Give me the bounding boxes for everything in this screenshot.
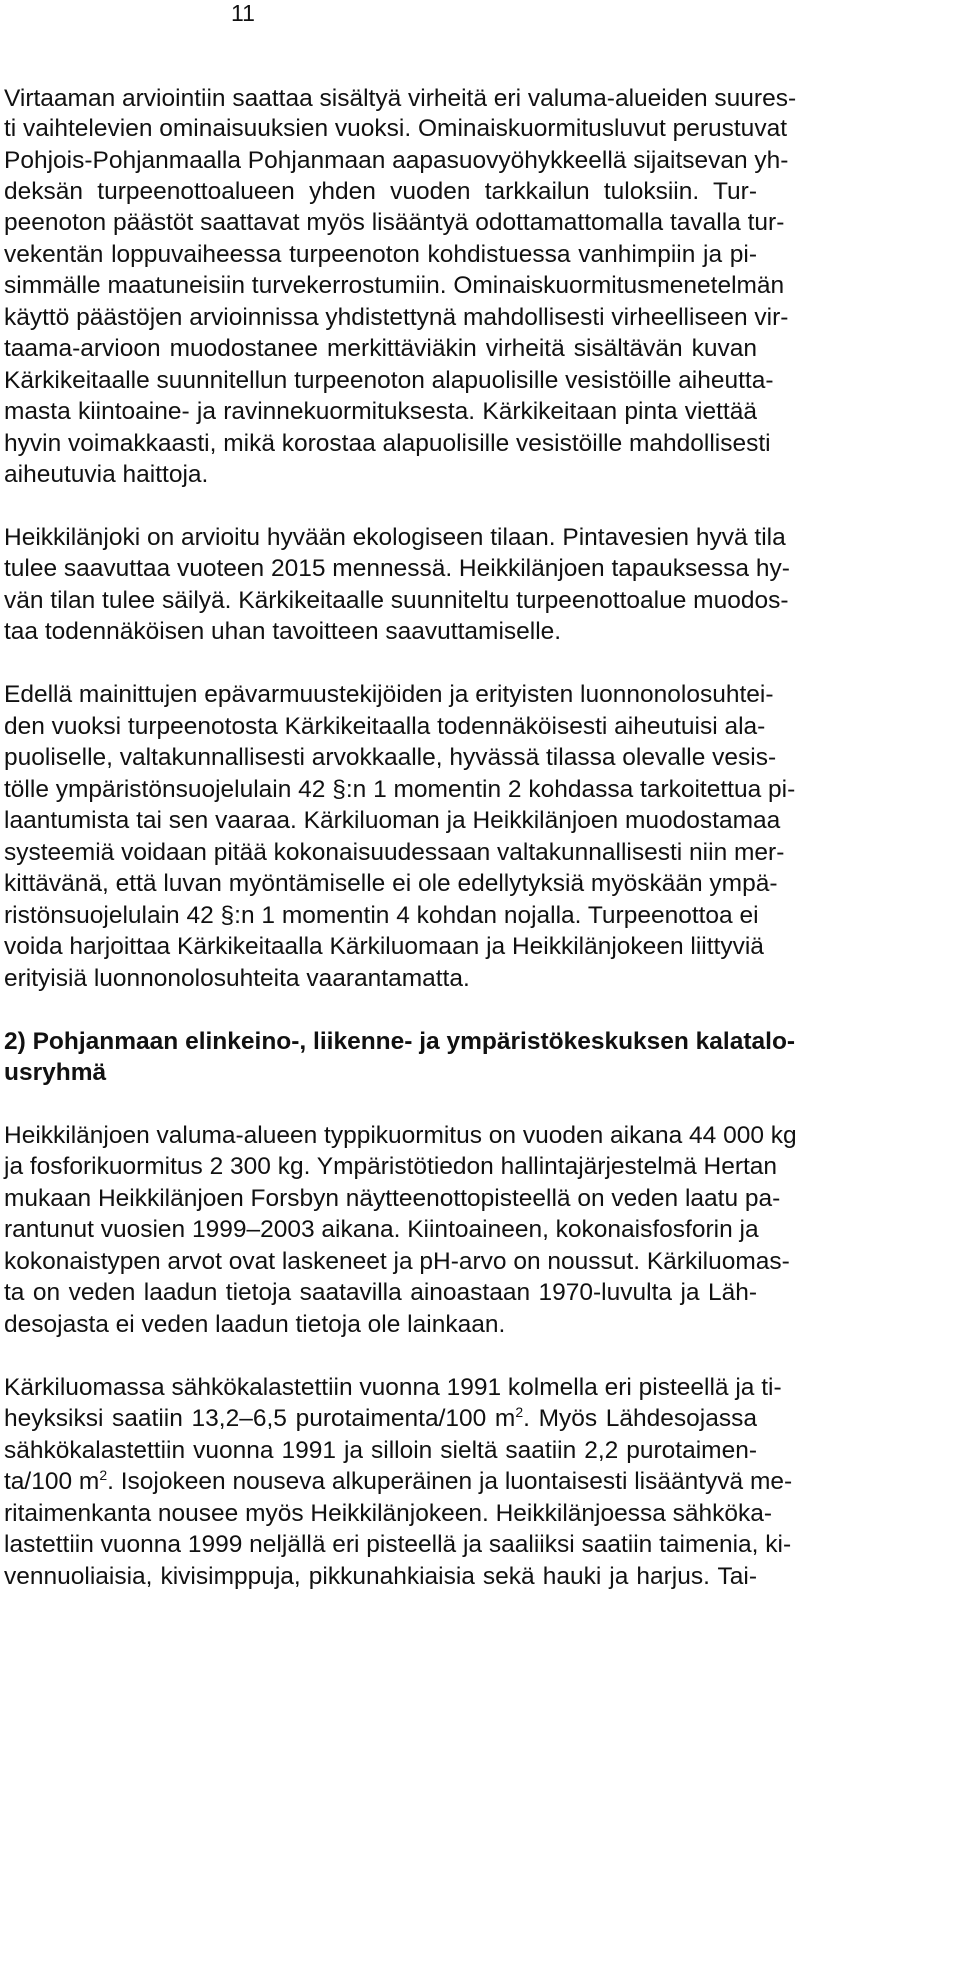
text-line: Heikkilänjoen valuma-alueen typpikuormitus on vuoden aikana 44 000 kg <box>4 1122 797 1149</box>
text-line: ristönsuojelulain 42 §:n 1 momentin 4 kohdan nojalla. Turpeenottoa ei <box>4 902 759 929</box>
text-line: taa todennäköisen uhan tavoitteen saavuttamiselle. <box>4 618 562 645</box>
text-line <box>4 1467 793 1497</box>
text-line: rantunut vuosien 1999–2003 aikana. Kiintoaineen, kokonaisfosforin ja <box>4 1216 759 1243</box>
text-line: vän tilan tulee säilyä. Kärkikeitaalle suunniteltu turpeenottoalue muodos- <box>4 587 789 614</box>
heading-line: 2) Pohjanmaan elinkeino-, liikenne- ja ympäristökeskuksen kalatalo- <box>4 1028 796 1055</box>
text-segment: . Isojokeen nouseva alkuperäinen ja luontaisesti lisääntyvä me- <box>107 1468 793 1495</box>
text-segment: heyksiksi saatiin 13,2–6,5 purotaimenta/100 m <box>4 1405 516 1432</box>
text-line: lastettiin vuonna 1999 neljällä eri pisteellä ja saaliiksi saatiin taimenia, ki- <box>4 1531 792 1558</box>
text-line: systeemiä voidaan pitää kokonaisuudessaan valtakunnallisesti niin mer- <box>4 839 785 866</box>
text-line: hyvin voimakkaasti, mikä korostaa alapuolisille vesistöille mahdollisesti <box>4 430 771 457</box>
text-line: tulee saavuttaa vuoteen 2015 mennessä. Heikkilänjoen tapauksessa hy- <box>4 555 790 582</box>
text-line: vennuoliaisia, kivisimppuja, pikkunahkiaisia sekä hauki ja harjus. Tai- <box>4 1563 757 1590</box>
text-line: deksän turpeenottoalueen yhden vuoden tarkkailun tuloksiin. Tur- <box>4 178 757 205</box>
text-line: Kärkikeitaalle suunnitellun turpeenoton alapuolisille vesistöille aiheutta- <box>4 367 774 394</box>
text-line: simmälle maatuneisiin turvekerrostumiin. Ominaiskuormitusmenetelmän <box>4 272 785 299</box>
text-line: vekentän loppuvaiheessa turpeenoton kohdistuessa vanhimpiin ja pi- <box>4 241 757 268</box>
text-segment: . Myös Lähdesojassa <box>523 1405 757 1432</box>
text-line: tölle ympäristönsuojelulain 42 §:n 1 momentin 2 kohdassa tarkoitettua pi- <box>4 776 796 803</box>
text-line: den vuoksi turpeenotosta Kärkikeitaalla todennäköisesti aiheutuisi ala- <box>4 713 766 740</box>
text-line: aiheutuvia haittoja. <box>4 461 209 488</box>
text-line: ritaimenkanta nousee myös Heikkilänjokeen. Heikkilänjoessa sähkökа- <box>4 1500 773 1527</box>
text-line: desojasta ei veden laadun tietoja ole lainkaan. <box>4 1311 506 1338</box>
text-line: Heikkilänjoki on arvioitu hyvään ekologiseen tilaan. Pintavesien hyvä tila <box>4 524 786 551</box>
page-number: 11 <box>231 0 255 26</box>
text-line: erityisiä luonnonolosuhteita vaarantamatta. <box>4 965 470 992</box>
text-line: Kärkiluomassa sähkökalastettiin vuonna 1991 kolmella eri pisteellä ja ti- <box>4 1374 782 1401</box>
text-line: Edellä mainittujen epävarmuustekijöiden ja erityisten luonnonolosuhtei- <box>4 681 774 708</box>
superscript: 2 <box>99 1467 108 1483</box>
text-line: ta on veden laadun tietoja saatavilla ainoastaan 1970-luvulta ja Läh- <box>4 1279 757 1306</box>
text-line: Virtaaman arviointiin saattaa sisältyä virheitä eri valuma-alueiden suures- <box>4 85 797 112</box>
text-line: kokonaistypen arvot ovat laskeneet ja pH-arvo on noussut. Kärkiluomas- <box>4 1248 790 1275</box>
text-line: laantumista tai sen vaaraa. Kärkiluoman ja Heikkilänjoen muodostamaa <box>4 807 781 834</box>
text-line: kittävänä, että luvan myöntämiselle ei ole edellytyksiä myöskään ympä- <box>4 870 778 897</box>
text-segment: ta/100 m <box>4 1468 100 1495</box>
text-line: ti vaihtelevien ominaisuuksien vuoksi. Ominaiskuormitusluvut perustuvat <box>4 115 787 142</box>
text-line: puoliselle, valtakunnallisesti arvokkaalle, hyvässä tilassa olevalle vesis- <box>4 744 777 771</box>
text-line: ja fosforikuormitus 2 300 kg. Ympäristötiedon hallintajärjestelmä Hertan <box>4 1153 778 1180</box>
superscript: 2 <box>515 1404 524 1420</box>
text-line: Pohjois-Pohjanmaalla Pohjanmaan aapasuovyöhykkeellä sijaitsevan yh- <box>4 147 789 174</box>
text-line: sähkökalastettiin vuonna 1991 ja silloin sieltä saatiin 2,2 purotaimen- <box>4 1437 757 1464</box>
text-line: peenoton päästöt saattavat myös lisääntyä odottamattomalla tavalla tur- <box>4 209 785 236</box>
heading-line: usryhmä <box>4 1059 107 1086</box>
text-line: käyttö päästöjen arvioinnissa yhdistettynä mahdollisesti virheelliseen vir- <box>4 304 789 331</box>
text-line: taama-arvioon muodostanee merkittäviäkin virheitä sisältävän kuvan <box>4 335 757 362</box>
text-line: voida harjoittaa Kärkikeitaalla Kärkiluomaan ja Heikkilänjokeen liittyviä <box>4 933 764 960</box>
text-line <box>4 1404 757 1434</box>
text-line: masta kiintoaine- ja ravinnekuormituksesta. Kärkikeitaan pinta viettää <box>4 398 757 425</box>
text-line: mukaan Heikkilänjoen Forsbyn näytteenottopisteellä on veden laatu pa- <box>4 1185 781 1212</box>
